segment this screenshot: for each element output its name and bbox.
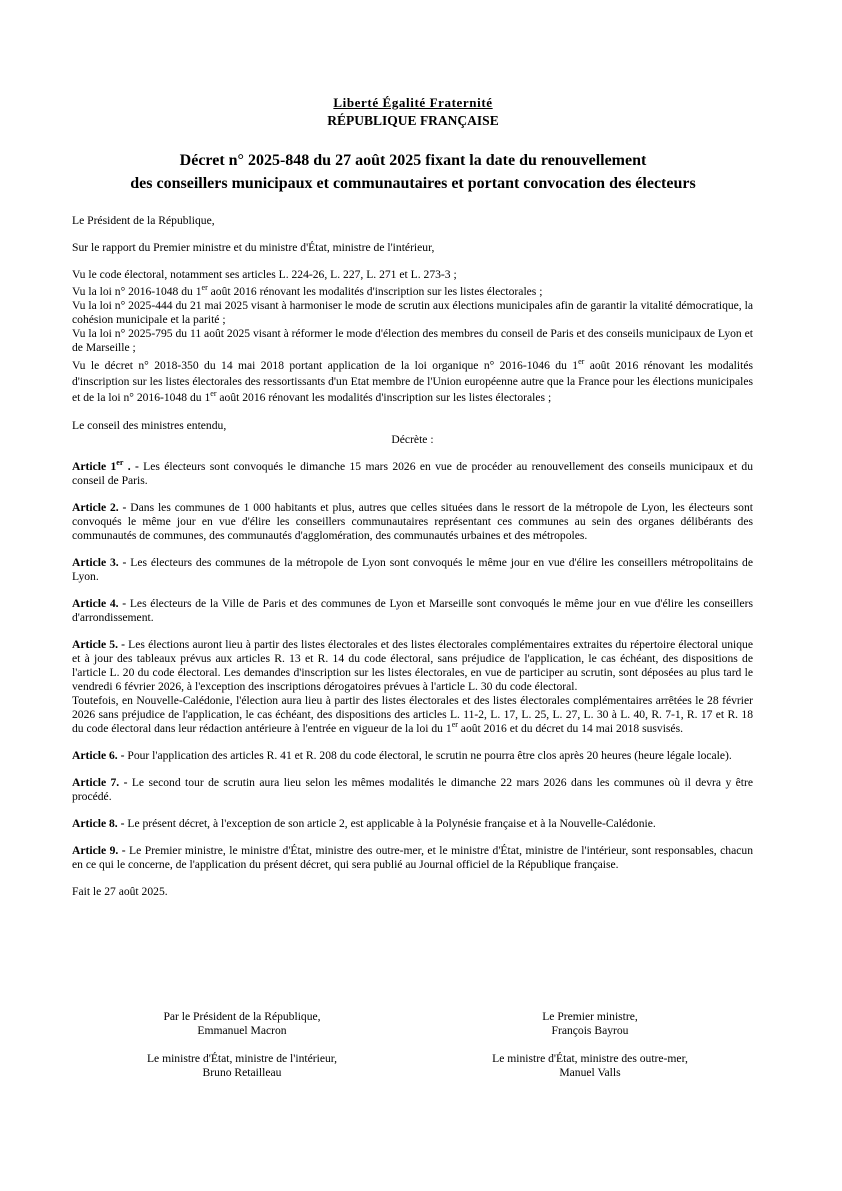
- done-date: Fait le 27 août 2025.: [72, 885, 168, 898]
- decree-body: [72, 214, 753, 899]
- signature-role: Le ministre d'État, ministre de l'intérieur,: [146, 1052, 338, 1065]
- decree-title: [60, 149, 766, 195]
- president-line: Le Président de la République,: [72, 214, 215, 227]
- article-5-paragraph-2: Toutefois, en Nouvelle-Calédonie, l'élection aura lieu à partir des listes électorales et des listes électorales complémentaires arrêtées le 28 février 2026 sans préjudice de l'application, le cas échéant, des dispositions des articles L. 11-2, L. 17, L. 25, L. 27, L. 30 à L. 40, R. 7-1, R. 17 et R. 18 du code électoral dans leur rédaction antérieure à l'entrée en vigueur de la loi du 1er août 2016 et du décret du 14 mai 2018 susvisés.: [72, 694, 753, 735]
- article-5: Article 5. - Les élections auront lieu à partir des listes électorales et des listes électorales complémentaires extraites du répertoire électoral unique et à jour des tableaux prévus aux articles R. 13 et R. 14 du code électoral, sans préjudice de l'application, le cas échéant, des dispositions de l'article L. 20 du code électoral. Les demandes d'inscription sur les listes électorales, en vue de participer au scrutin, sont déposées au plus tard le vendredi 6 février 2026, à l'exception des inscriptions dérogatoires prévues à l'article L. 30 du code électoral.: [72, 638, 754, 693]
- signature-role: Le ministre d'État, ministre des outre-mer,: [492, 1052, 688, 1065]
- article-3: Article 3. - Les électeurs des communes de la métropole de Lyon sont convoqués le même jour en vue d'élire les conseillers métropolitains de Lyon.: [72, 556, 753, 583]
- article-4: Article 4. - Les électeurs de la Ville de Paris et des communes de Lyon et Marseille sont convoqués le même jour en vue d'élire les conseillers d'arrondissement.: [72, 597, 754, 624]
- decree-title-line-2: des conseillers municipaux et communautaires et portant convocation des électeurs: [130, 175, 696, 192]
- signature-role: Par le Président de la République,: [163, 1010, 321, 1023]
- council-line: Le conseil des ministres entendu,: [72, 419, 227, 432]
- signature-role: Le Premier ministre,: [542, 1010, 638, 1023]
- signature-prime-minister: [440, 1010, 740, 1038]
- visa-law-2025-795: Vu la loi n° 2025-795 du 11 août 2025 visant à réformer le mode d'élection des membres du conseil de Paris et des conseils municipaux de Lyon et de Marseille ;: [72, 327, 753, 354]
- signature-name: Manuel Valls: [559, 1066, 621, 1079]
- decree-title-line-1: Décret n° 2025-848 du 27 août 2025 fixant la date du renouvellement: [179, 152, 647, 169]
- visa-decree-2018-350: Vu le décret n° 2018-350 du 14 mai 2018 portant application de la loi organique n° 2016-1046 du 1er août 2016 rénovant les modalités d'inscription sur les listes électorales des ressortissants d'un Etat membre de l'Union européenne autre que la France pour les élections municipales et de la loi n° 2016-1048 du 1er août 2016 rénovant les modalités d'inscription sur les listes électorales ;: [72, 357, 753, 404]
- article-8: Article 8. - Le présent décret, à l'exception de son article 2, est applicable à la Polynésie française et à la Nouvelle-Calédonie.: [72, 817, 656, 830]
- article-6: Article 6. - Pour l'application des articles R. 41 et R. 208 du code électoral, le scrutin ne pourra être clos après 20 heures (heure légale locale).: [72, 749, 732, 762]
- visa-law-2016-1048: Vu la loi n° 2016-1048 du 1er août 2016 rénovant les modalités d'inscription sur les listes électorales ;: [72, 283, 543, 298]
- visa-electoral-code: Vu le code électoral, notamment ses articles L. 224-26, L. 227, L. 271 et L. 273-3 ;: [72, 268, 457, 281]
- republic-heading: RÉPUBLIQUE FRANÇAISE: [327, 113, 499, 128]
- visa-law-2025-444: Vu la loi n° 2025-444 du 21 mai 2025 visant à harmoniser le mode de scrutin aux élections municipales afin de garantir la vitalité démocratique, la cohésion municipale et la parité ;: [72, 299, 753, 326]
- article-1: Article 1er . - Les électeurs sont convoqués le dimanche 15 mars 2026 en vue de procéder au renouvellement des conseils municipaux et du conseil de Paris.: [72, 458, 753, 487]
- article-7: Article 7. - Le second tour de scrutin aura lieu selon les mêmes modalités le dimanche 22 mars 2026 dans les communes où il devra y être procédé.: [72, 776, 754, 803]
- republic-motto: Liberté Égalité Fraternité: [333, 95, 493, 110]
- signature-name: Bruno Retailleau: [202, 1066, 282, 1079]
- article-9: Article 9. - Le Premier ministre, le ministre d'État, ministre des outre-mer, et le ministre d'État, ministre de l'intérieur, sont responsables, chacun en ce qui le concerne, de l'application du présent décret, qui sera publié au Journal officiel de la République française.: [72, 844, 753, 871]
- report-line: Sur le rapport du Premier ministre et du ministre d'État, ministre de l'intérieur,: [72, 241, 435, 254]
- signature-overseas-minister: [440, 1052, 740, 1080]
- signature-name: Emmanuel Macron: [197, 1024, 287, 1037]
- signature-interior-minister: [92, 1052, 392, 1080]
- signature-president: [92, 1010, 392, 1038]
- article-2: Article 2. - Dans les communes de 1 000 habitants et plus, autres que celles situées dans le ressort de la métropole de Lyon, les électeurs sont convoqués le même jour en vue d'élire les conseillers communautaires représentant ces communes au sein des organes délibérants des communautés de communes, des communautés d'agglomération, des communautés urbaines et des métropoles.: [72, 501, 753, 542]
- decrete-heading: Décrète :: [391, 433, 434, 446]
- signature-name: François Bayrou: [551, 1024, 629, 1037]
